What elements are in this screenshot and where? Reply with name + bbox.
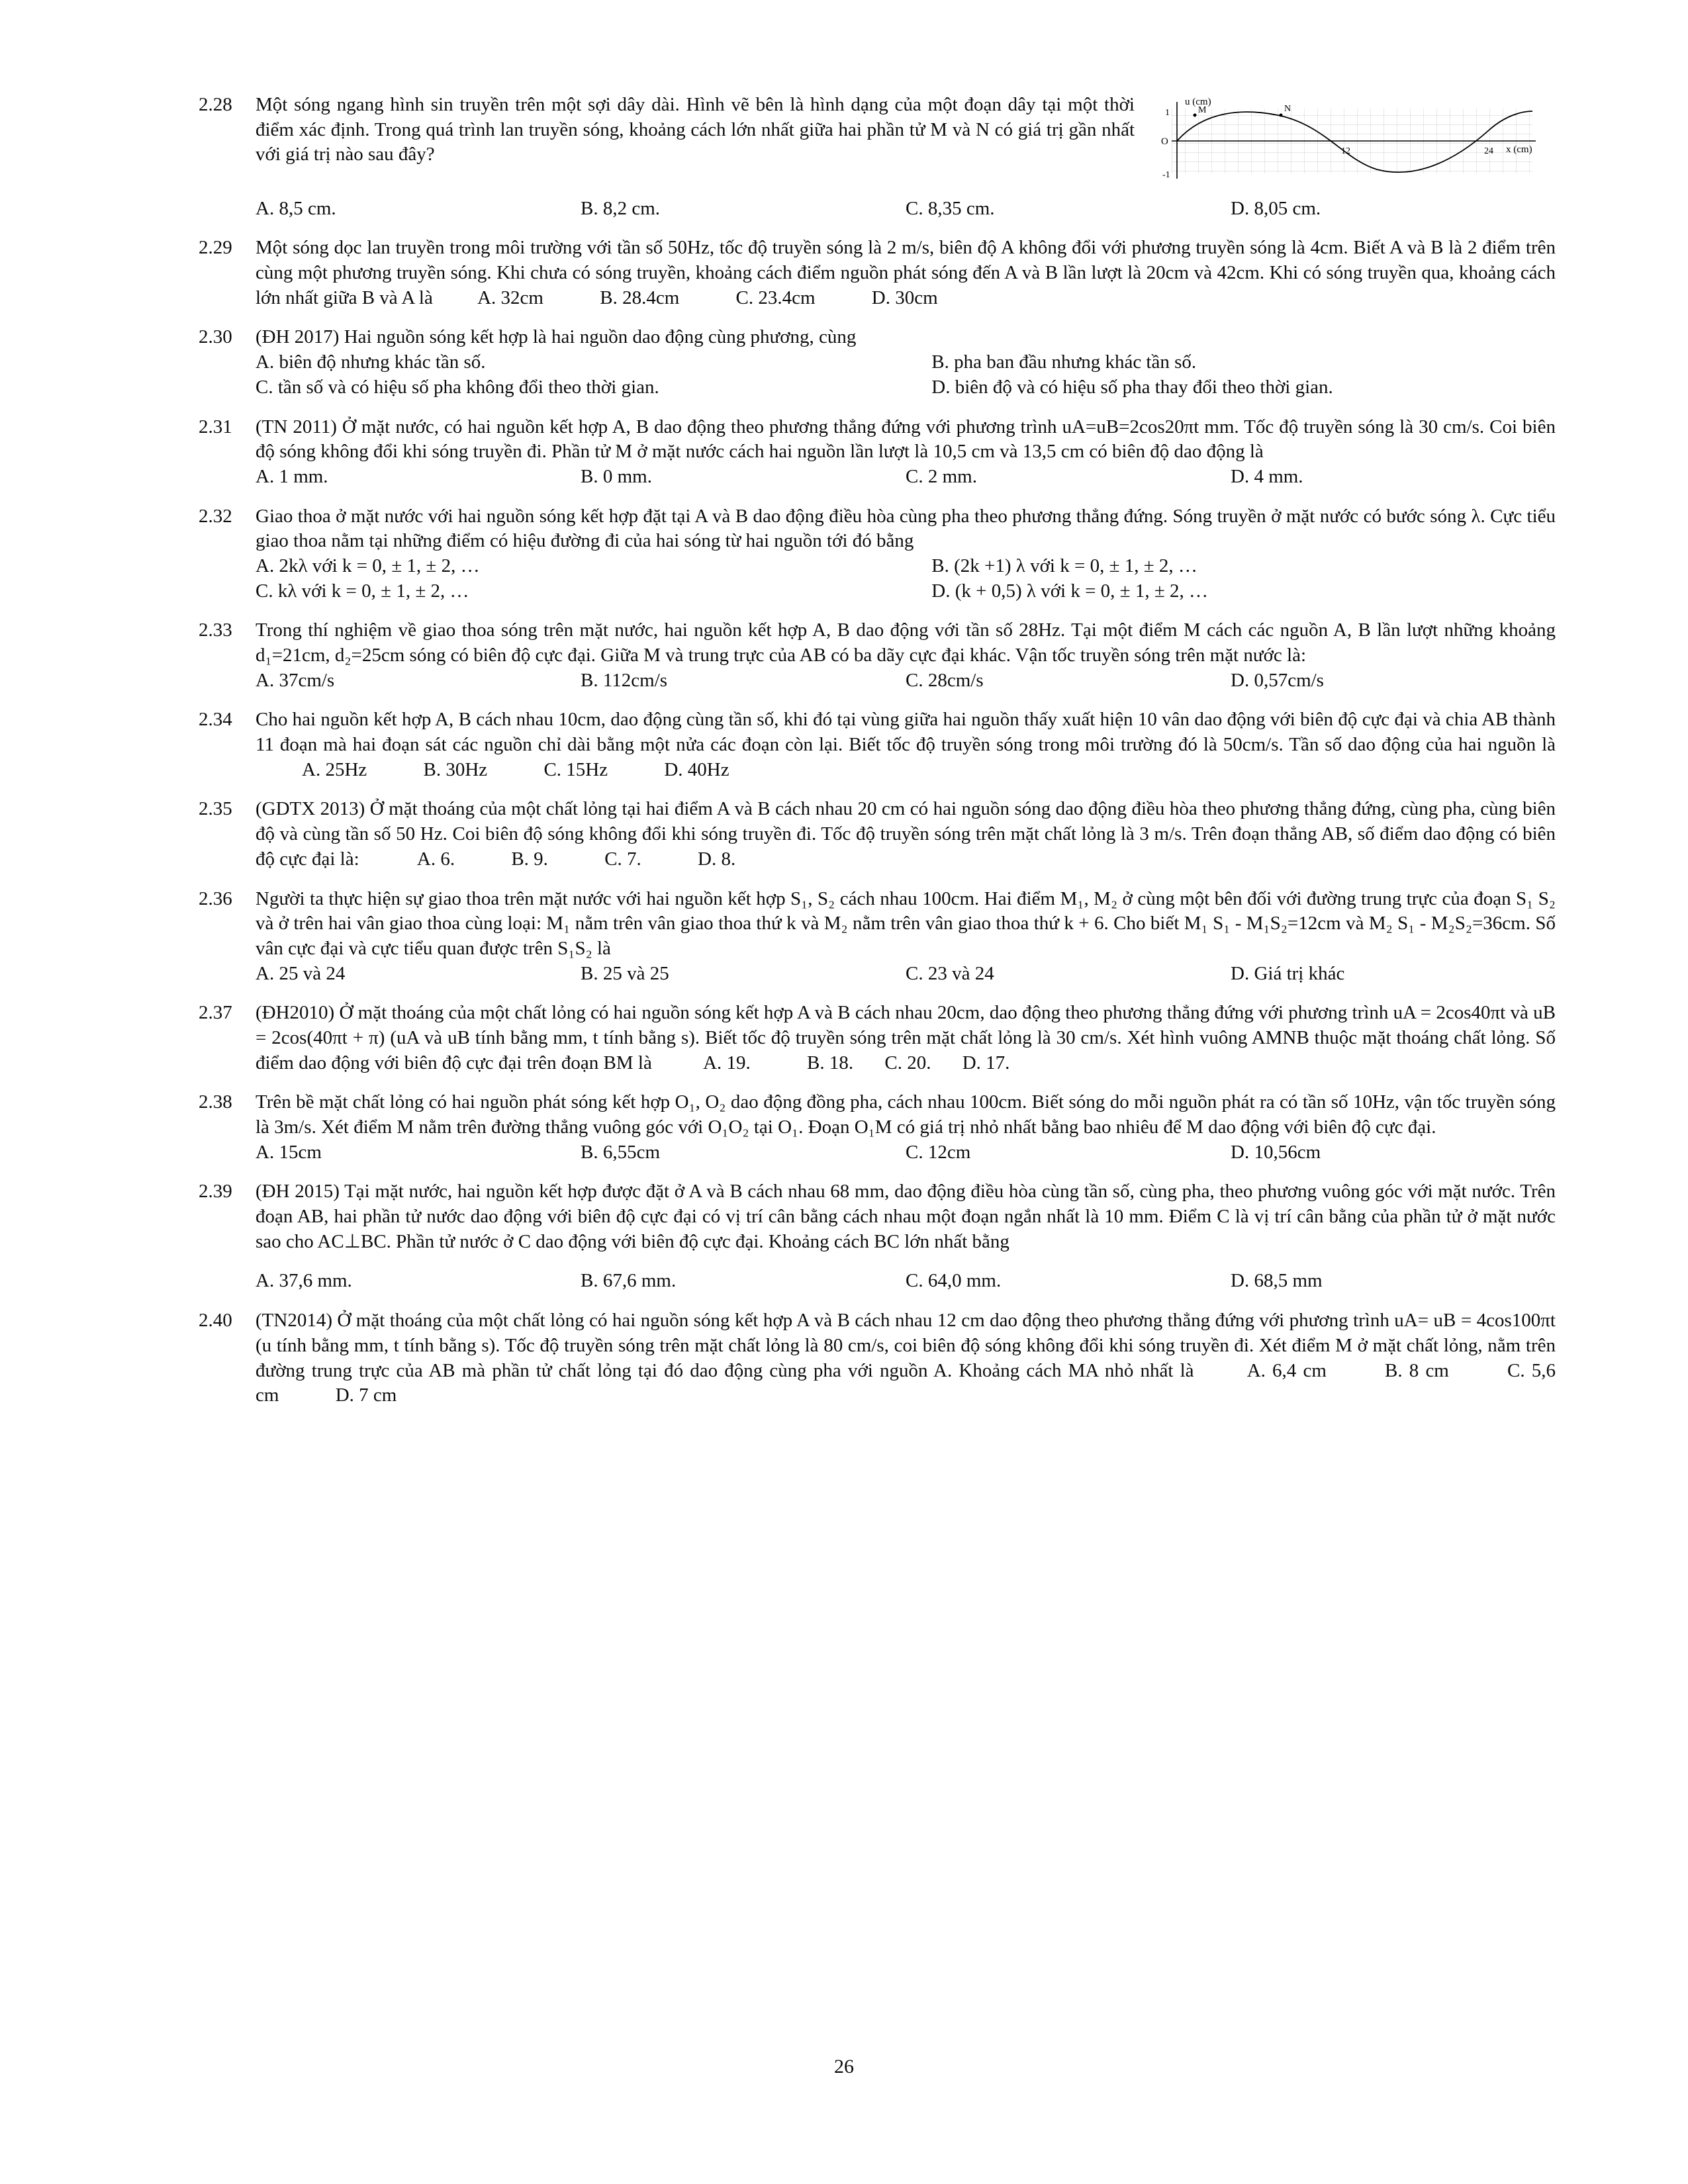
question-options-row1 (256, 554, 1556, 579)
question-number: 2.31 (199, 416, 232, 437)
option-d[interactable]: D. 8,05 cm. (1231, 197, 1321, 219)
option-c[interactable]: C. kλ với k = 0, ± 1, ± 2, … (256, 580, 469, 602)
option-a[interactable]: A. 6. (416, 848, 455, 870)
question-number: 2.37 (199, 1002, 232, 1024)
option-b[interactable]: B. 6,55cm (581, 1141, 661, 1163)
option-a[interactable]: A. 32cm (477, 287, 543, 308)
question-options (256, 197, 1556, 222)
svg-text:O: O (1161, 136, 1168, 147)
question-2-32 (199, 504, 1556, 604)
svg-text:-1: -1 (1162, 170, 1170, 180)
option-b[interactable]: B. 28.4cm (600, 287, 680, 308)
option-b[interactable]: B. 8 cm (1385, 1359, 1449, 1381)
option-a[interactable]: A. 6,4 cm (1246, 1359, 1327, 1381)
question-number: 2.32 (199, 505, 232, 527)
question-text: (TN 2011) Ở mặt nước, có hai nguồn kết hợp A, B dao động theo phương thẳng đứng với phương trình uA=uB=2cos20πt mm. Tốc độ truyền sóng là 30 cm/s. Coi biên độ sóng không đổi khi sóng truyền đi. Phần tử M ở mặt nước cách hai nguồn lần lượt là 10,5 cm và 13,5 cm có biên độ dao động là (256, 416, 1556, 463)
option-d[interactable]: D. (k + 0,5) λ với k = 0, ± 1, ± 2, … (931, 580, 1209, 602)
option-b[interactable]: B. 9. (511, 848, 548, 870)
svg-text:u (cm): u (cm) (1185, 97, 1211, 107)
question-text: Người ta thực hiện sự giao thoa trên mặt nước với hai nguồn kết hợp S₁, S₂ cách nhau 100cm. Hai điểm M₁, M₂ ở cùng một bên đối với đường trung trực của đoạn S₁ S₂ và ở trên hai vân giao thoa cùng loại: M₁ nằm trên vân giao thoa thứ k và M₂ nằm trên vân giao thoa thứ k + 6. Cho biết M₁ S₁ - M₁S₂=12cm và M₂ S₁ - M₂S₂=36cm. Số vân cực đại và cực tiểu quan được trên S₁S₂ là (256, 887, 1556, 959)
question-number: 2.39 (199, 1181, 232, 1203)
option-a[interactable]: A. 37cm/s (256, 669, 335, 691)
question-2-31 (199, 415, 1556, 490)
option-d[interactable]: D. 7 cm (335, 1385, 397, 1406)
question-2-30 (199, 325, 1556, 400)
question-text (256, 1308, 1556, 1408)
option-b[interactable]: B. 30Hz (423, 758, 488, 780)
question-stem: Một sóng dọc lan truyền trong môi trường với tần số 50Hz, tốc độ truyền sóng là 2 m/s, biên độ A không đổi với phương truyền sóng là 4cm. Biết A và B là 2 điểm trên cùng một phương truyền sóng. Khi chưa có sóng truyền, khoảng cách điểm nguồn phát sóng đến A và B lần lượt là 20cm và 42cm. Khi có sóng truyền qua, khoảng cách lớn nhất giữa B và A là (256, 237, 1556, 308)
option-b[interactable]: B. 0 mm. (581, 465, 652, 487)
question-text (256, 1001, 1556, 1075)
option-a[interactable]: A. 15cm (256, 1141, 322, 1163)
option-c[interactable]: C. 8,35 cm. (906, 197, 995, 219)
question-text: Trong thí nghiệm về giao thoa sóng trên mặt nước, hai nguồn kết hợp A, B dao động với tần số 28Hz. Tại một điểm M cách các nguồn A, B lần lượt những khoảng d₁=21cm, d₂=25cm sóng có biên độ cực đại. Giữa M và trung trực của AB có ba dãy cực đại khác. Vận tốc truyền sóng trên mặt nước là: (256, 619, 1556, 666)
option-d[interactable]: D. biên độ và có hiệu số pha thay đổi theo thời gian. (931, 376, 1333, 398)
option-d[interactable]: D. 8. (698, 848, 736, 870)
question-text: Giao thoa ở mặt nước với hai nguồn sóng kết hợp đặt tại A và B dao động điều hòa cùng pha theo phương thẳng đứng. Sóng truyền ở mặt nước có bước sóng λ. Cực tiểu giao thoa nằm tại những điểm có hiệu đường đi của hai sóng từ hai nguồn tới đó bằng (256, 505, 1556, 552)
question-number: 2.34 (199, 709, 232, 731)
option-c[interactable]: C. 2 mm. (906, 465, 977, 487)
option-c[interactable]: C. 64,0 mm. (906, 1270, 1002, 1292)
question-number: 2.35 (199, 798, 232, 820)
option-a[interactable]: A. 37,6 mm. (256, 1270, 352, 1292)
question-2-29 (199, 236, 1556, 310)
page-number: 26 (834, 2056, 854, 2077)
option-c[interactable]: C. 23.4cm (735, 287, 816, 308)
question-options (256, 962, 1556, 987)
question-text (256, 707, 1556, 782)
question-text: Một sóng ngang hình sin truyền trên một sợi dây dài. Hình vẽ bên là hình dạng của một đoạn dây tại một thời điểm xác định. Trong quá trình lan truyền sóng, khoảng cách lớn nhất giữa hai phần tử M và N có giá trị gần nhất với giá trị nào sau đây? (256, 94, 1135, 165)
option-d[interactable]: D. 4 mm. (1231, 465, 1303, 487)
question-2-33 (199, 618, 1556, 693)
option-a[interactable]: A. 25Hz (302, 758, 367, 780)
option-c[interactable]: C. 15Hz (543, 758, 608, 780)
option-d[interactable]: D. 0,57cm/s (1231, 669, 1324, 691)
option-c[interactable]: C. 12cm (906, 1141, 971, 1163)
option-b[interactable]: B. 25 và 25 (581, 962, 669, 984)
wave-graph-svg (1145, 97, 1542, 189)
option-b[interactable]: B. pha ban đầu nhưng khác tần số. (931, 351, 1197, 373)
svg-text:12: 12 (1341, 146, 1350, 156)
question-options (256, 668, 1556, 694)
option-a[interactable]: A. 1 mm. (256, 465, 328, 487)
option-d[interactable]: D. 30cm (871, 287, 938, 308)
question-number: 2.29 (199, 237, 232, 259)
question-stem: (ĐH2010) Ở mặt thoáng của một chất lỏng có hai nguồn sóng kết hợp A và B cách nhau 20cm, dao động theo phương thẳng đứng với phương trình uA = 2cos40πt và uB = 2cos(40πt + π) (uA và uB tính bằng mm, t tính bằng s). Biết tốc độ truyền sóng trên mặt chất lỏng là 30 cm/s. Xét hình vuông AMNB thuộc mặt thoáng chất lỏng. Số điểm dao động với biên độ cực đại trên đoạn BM là (256, 1002, 1556, 1073)
wave-figure (1145, 97, 1556, 197)
question-number: 2.28 (199, 94, 232, 115)
question-2-38 (199, 1090, 1556, 1165)
question-text (256, 236, 1556, 310)
question-text: (ĐH 2015) Tại mặt nước, hai nguồn kết hợp được đặt ở A và B cách nhau 68 mm, dao động điều hòa cùng tần số, cùng pha, theo phương vuông góc với mặt nước. Trên đoạn AB, hai phần tử nước dao động với biên độ cực đại có vị trí cân bằng cách nhau một đoạn ngắn nhất là 10 mm. Điểm C là vị trí cân bằng của phần tử ở mặt nước sao cho AC⊥BC. Phần tử nước ở C dao động với biên độ cực đại. Khoảng cách BC lớn nhất bằng (256, 1181, 1556, 1252)
option-a[interactable]: A. 19. (703, 1052, 751, 1073)
question-2-39 (199, 1179, 1556, 1294)
question-stem: (TN2014) Ở mặt thoáng của một chất lỏng có hai nguồn sóng kết hợp A và B cách nhau 12 cm dao động theo phương thẳng đứng với phương trình uA= uB = 4cos100πt (u tính bằng mm, t tính bằng s). Tốc độ truyền sóng trên mặt chất lỏng là 80 cm/s, coi biên độ sóng không đổi khi sóng truyền đi. Xét điểm M ở mặt chất lỏng, nằm trên đường trung trực của AB mà phần tử chất lỏng tại đó dao động cùng pha với nguồn A. Khoảng cách MA nhỏ nhất là (256, 1310, 1556, 1381)
option-c[interactable]: C. tần số và có hiệu số pha không đổi theo thời gian. (256, 376, 659, 398)
option-b[interactable]: B. 8,2 cm. (581, 197, 661, 219)
question-options (256, 1269, 1556, 1294)
question-stem: (GDTX 2013) Ở mặt thoáng của một chất lỏng tại hai điểm A và B cách nhau 20 cm có hai nguồn sóng dao động điều hòa theo phương thẳng đứng, cùng pha, cùng biên độ và cùng tần số 50 Hz. Coi biên độ sóng không đổi khi sóng truyền đi. Tốc độ truyền sóng trên mặt chất lỏng là 3 m/s. Trên đoạn thẳng AB, số điểm dao động có biên độ cực đại là: (256, 798, 1556, 870)
svg-text:24: 24 (1484, 146, 1493, 156)
option-c[interactable]: C. 20. (884, 1052, 931, 1073)
option-c[interactable]: C. 23 và 24 (906, 962, 994, 984)
question-options (256, 1140, 1556, 1165)
question-2-28 (199, 93, 1556, 221)
option-b[interactable]: B. 112cm/s (581, 669, 668, 691)
option-c[interactable]: C. 5,6 cm (256, 1359, 1556, 1406)
question-text (256, 797, 1556, 872)
svg-text:x (cm): x (cm) (1506, 144, 1532, 155)
question-number: 2.36 (199, 887, 232, 909)
option-d[interactable]: D. 40Hz (664, 758, 729, 780)
option-d[interactable]: D. 10,56cm (1231, 1141, 1321, 1163)
option-d[interactable]: D. 17. (962, 1052, 1010, 1073)
question-number: 2.30 (199, 326, 232, 348)
question-options-row2 (256, 375, 1556, 400)
question-2-40 (199, 1308, 1556, 1408)
question-options-row2 (256, 579, 1556, 604)
question-number: 2.33 (199, 619, 232, 641)
question-number: 2.40 (199, 1310, 232, 1332)
question-number: 2.38 (199, 1091, 232, 1113)
question-text: Trên bề mặt chất lỏng có hai nguồn phát sóng kết hợp O₁, O₂ dao động đồng pha, cách nhau 100cm. Biết sóng do mỗi nguồn phát ra có tần số 10Hz, vận tốc truyền sóng là 3m/s. Xét điểm M nằm trên đường thẳng vuông góc với O₁O₂ tại O₁. Đoạn O₁M có giá trị nhỏ nhất bằng bao nhiêu để M dao động với biên độ cực đại. (256, 1091, 1556, 1138)
option-a[interactable]: A. 2kλ với k = 0, ± 1, ± 2, … (256, 555, 480, 576)
question-stem: Cho hai nguồn kết hợp A, B cách nhau 10cm, dao động cùng tần số, khi đó tại vùng giữa hai nguồn thấy xuất hiện 10 vân dao động với biên độ cực đại và chia AB thành 11 đoạn mà hai đoạn sát các nguồn chỉ dài bằng một nửa các đoạn còn lại. Biết tốc độ truyền sóng trong môi trường đó là 50cm/s. Tần số dao động của hai nguồn là (256, 709, 1556, 756)
question-options-row1 (256, 350, 1556, 375)
option-b[interactable]: B. 18. (807, 1052, 854, 1073)
svg-text:M: M (1198, 105, 1207, 115)
option-c[interactable]: C. 28cm/s (906, 669, 984, 691)
option-a[interactable]: A. 25 và 24 (256, 962, 346, 984)
option-d[interactable]: D. 68,5 mm (1231, 1270, 1323, 1292)
question-2-35 (199, 797, 1556, 872)
option-a[interactable]: A. 8,5 cm. (256, 197, 336, 219)
question-2-34 (199, 707, 1556, 782)
question-2-36 (199, 887, 1556, 987)
svg-text:1: 1 (1165, 108, 1170, 118)
option-a[interactable]: A. biên độ nhưng khác tần số. (256, 351, 486, 373)
question-options (256, 465, 1556, 490)
question-2-37 (199, 1001, 1556, 1075)
option-b[interactable]: B. (2k +1) λ với k = 0, ± 1, ± 2, … (931, 555, 1197, 576)
option-b[interactable]: B. 67,6 mm. (581, 1270, 677, 1292)
svg-text:N: N (1284, 104, 1291, 114)
option-c[interactable]: C. 7. (604, 848, 641, 870)
question-text: (ĐH 2017) Hai nguồn sóng kết hợp là hai nguồn dao động cùng phương, cùng (256, 326, 857, 348)
option-d[interactable]: D. Giá trị khác (1231, 962, 1345, 984)
